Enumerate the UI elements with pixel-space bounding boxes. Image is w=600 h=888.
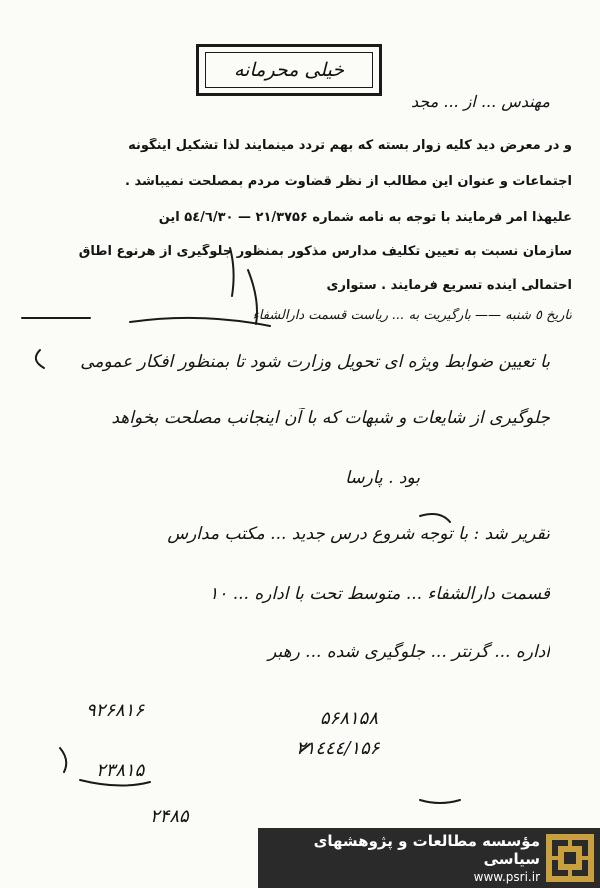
number-left-top: ۹۲۶۸۱۶ [86, 700, 145, 721]
typed-line-2: اجتماعات و عنوان این مطالب از نظر قضاوت مردم بمصلحت نمیباشد . [124, 174, 572, 189]
handwritten-line-2: جلوگیری از شایعات و شبهات که با آن اینجانب مصلحت بخواهد [111, 408, 550, 428]
typed-line-3: علیهذا امر فرمایند با توجه به نامه شماره ۲۱/۳۷۵۶ — ۵٤/٦/۳۰ این [158, 210, 572, 225]
number-left-low: ۲۴۸۵ [150, 806, 189, 827]
handwritten-line-6: اداره ... گرنتر ... جلوگیری شده ... رهبر [268, 642, 550, 662]
handwritten-line-1: با تعیین ضوابط ویژه ای تحویل وزارت شود تا بمنظور افکار عمومی [80, 352, 550, 372]
institute-logo-icon [546, 834, 594, 882]
header-line: مهندس ... از ... مجد [410, 92, 550, 111]
handwritten-line-5: قسمت دارالشفاء ... متوسط تحت با اداره ... ۱۰ [209, 584, 550, 604]
number-center: ۵۶۸۱۵۸ [320, 708, 379, 729]
date-line: تاریخ ٥ شنبه —— بارگیریت به ... ریاست قسمت دارالشفاء [252, 308, 572, 323]
typed-line-4: سازمان نسبت به تعیین تکلیف مدارس مذکور بمنظور جلوگیری از هرنوع اطاق [78, 244, 572, 259]
number-left-mid: ۲۳۸۱۵ [96, 760, 145, 781]
handwritten-line-4: تقریر شد : با توجه شروع درس جدید ... مکتب مدارس [167, 524, 550, 544]
watermark-url: www.psri.ir [473, 870, 540, 884]
stamp-text: خیلی محرمانه [205, 52, 373, 88]
typed-line-5: احتمالی آینده تسریع فرمایند . ستواری [326, 278, 572, 293]
institute-watermark [258, 828, 600, 888]
handwritten-line-3: بود . پارسا [345, 468, 420, 488]
underline-stroke [230, 248, 234, 296]
watermark-name: مؤسسه مطالعات و پژوهشهای سیاسی [313, 832, 540, 868]
number-center-lower: ۲۱٤٤٤/۱۵۶ [296, 738, 380, 759]
typed-line-1: و در معرض دید کلیه زوار بسته که بهم تردد مینمایند لذا تشکیل اینگونه [128, 138, 572, 153]
